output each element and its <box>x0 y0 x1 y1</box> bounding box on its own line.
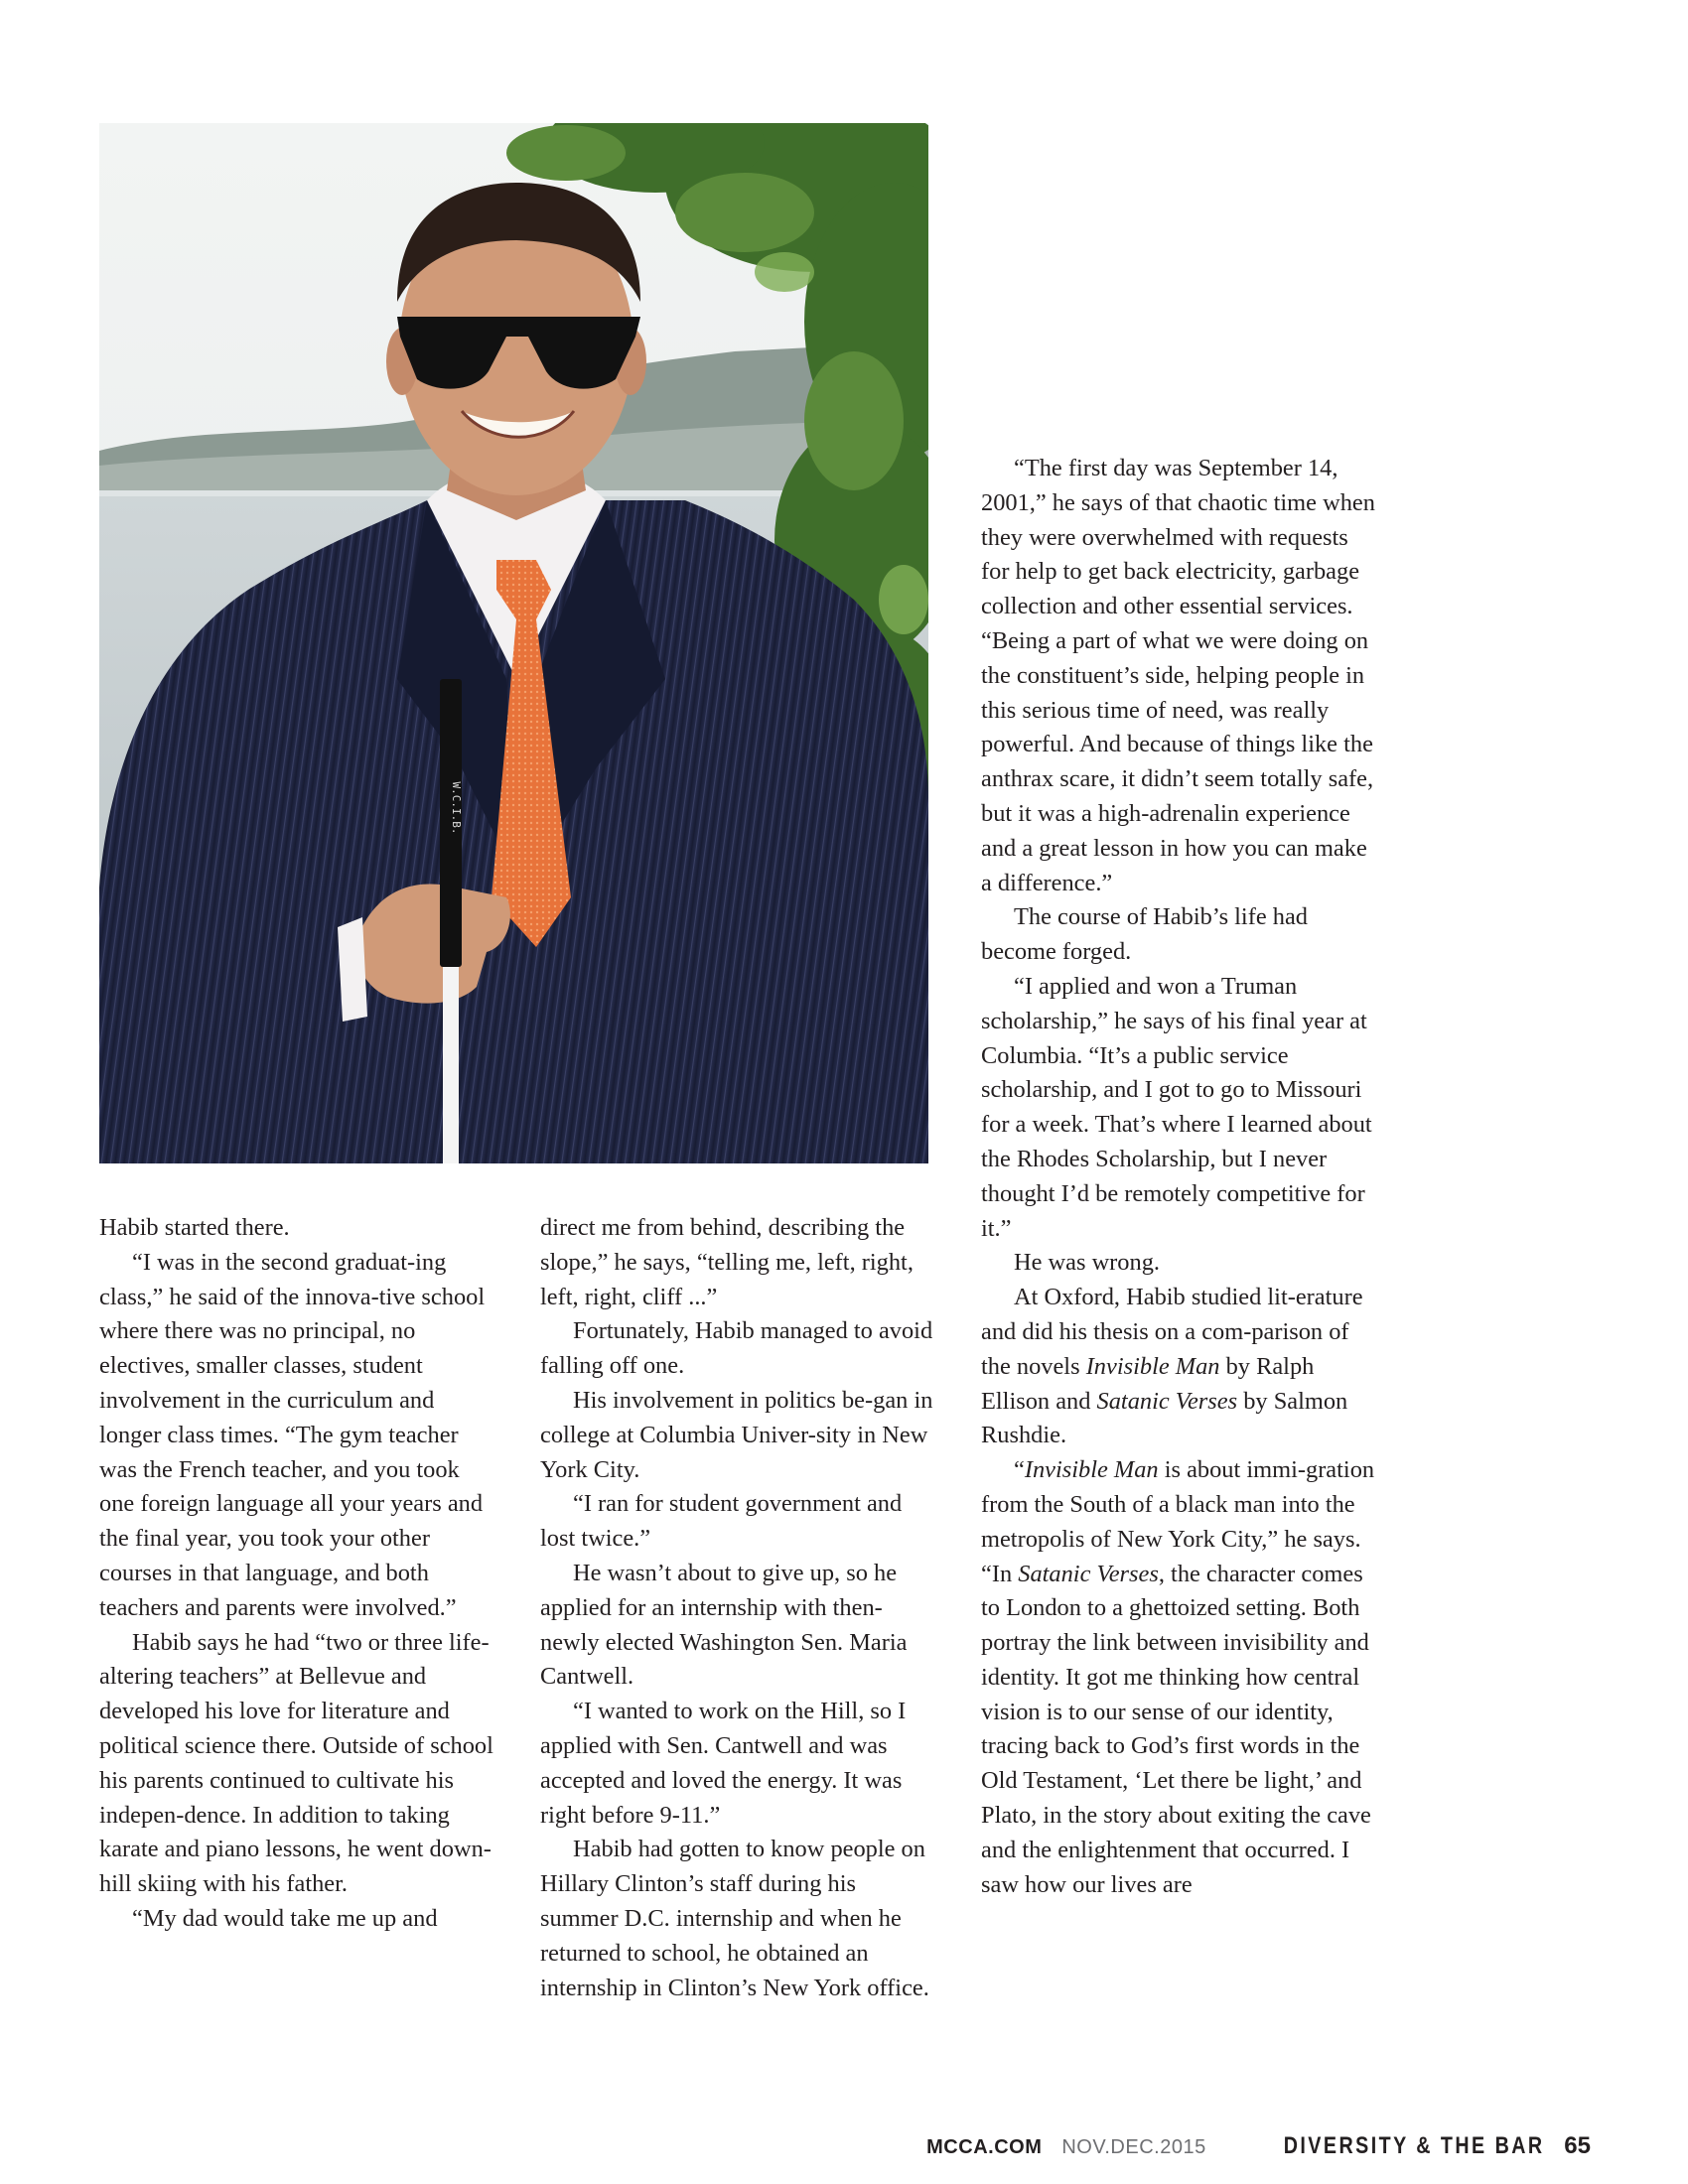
paragraph: “I applied and won a Truman scholarship,” he says of his final year at Columbia. “It’s a public service scholarship, and I got to go to Missouri for a week. That’s where I learned about the Rhodes Scholarship, but I never thought I’d be remotely competitive for it.” <box>981 972 1372 1242</box>
paragraph: His involvement in politics be-gan in college at Columbia Univer-sity in New York City. <box>540 1386 933 1483</box>
footer-magazine-title: DIVERSITY & THE BAR <box>1283 2132 1545 2159</box>
page-number: 65 <box>1564 2132 1591 2159</box>
text-column-1 <box>99 1211 496 1937</box>
paragraph: “The first day was September 14, 2001,” he says of that chaotic time when they were overwhelmed with requests for help to get back electricity, garbage collection and other essential services. “Being a part of what we were doing on the constituent’s side, helping people in this serious time of need, was really powerful. And because of things like the anthrax scare, it didn’t seem totally safe, but it was a high-adrenalin experience and a great lesson in how you can make a difference.” <box>981 455 1375 896</box>
paragraph: He was wrong. <box>1014 1249 1160 1277</box>
text-column-3 <box>981 452 1378 1902</box>
paragraph: Fortunately, Habib managed to avoid falling off one. <box>540 1317 933 1380</box>
paragraph: “I wanted to work on the Hill, so I applied with Sen. Cantwell and was accepted and loved the energy. It was right before 9-11.” <box>540 1698 907 1829</box>
paragraph: Habib had gotten to know people on Hillary Clinton’s staff during his summer D.C. internship and when he returned to school, he obtained an internship in Clinton’s New York office. <box>540 1836 929 2001</box>
paragraph: The course of Habib’s life had become forged. <box>981 903 1308 966</box>
text-column-2 <box>540 1211 937 2005</box>
paragraph: “Invisible Man is about immi-gration from the South of a black man into the metropolis of New York City,” he says. “In Satanic Verses, the character comes to London to a ghettoized setting. Both portray the link between invisibility and identity. It got me thinking how central vision is to our sense of our identity, tracing back to God’s first words in the Old Testament, ‘Let there be light,’ and Plato, in the story about exiting the cave and the enlightenment that occurred. I saw how our lives are <box>981 1456 1375 1898</box>
paragraph: He wasn’t about to give up, so he applied for an internship with then-newly elected Washington Sen. Maria Cantwell. <box>540 1559 908 1691</box>
paragraph: At Oxford, Habib studied lit-erature and did his thesis on a com-parison of the novels Invisible Man by Ralph Ellison and Satanic Verses by Salmon Rushdie. <box>981 1284 1363 1449</box>
paragraph: “My dad would take me up and <box>132 1904 438 1932</box>
paragraph: Habib started there. <box>99 1214 290 1241</box>
portrait-photo <box>99 123 928 1163</box>
paragraph: “I was in the second graduat-ing class,” he said of the innova-tive school where there was no principal, no electives, smaller classes, student involvement in the curriculum and longer class times. “The gym teacher was the French teacher, and you took one foreign language all your years and the final year, you took your other courses in that language, and both teachers and parents were involved.” <box>99 1248 486 1621</box>
footer-issue-date: NOV.DEC.2015 <box>1061 2136 1206 2158</box>
page-footer <box>926 2132 1591 2162</box>
footer-website: MCCA.COM <box>926 2136 1043 2158</box>
paragraph: direct me from behind, describing the slope,” he says, “telling me, left, right, left, right, cliff ...” <box>540 1214 914 1310</box>
paragraph: Habib says he had “two or three life-altering teachers” at Bellevue and developed his love for literature and political science there. Outside of school his parents continued to cultivate his indepen-dence. In addition to taking karate and piano lessons, he went down-hill skiing with his father. <box>99 1628 493 1898</box>
cane-label: W.C.I.B. <box>450 781 463 835</box>
paragraph: “I ran for student government and lost twice.” <box>540 1490 903 1553</box>
